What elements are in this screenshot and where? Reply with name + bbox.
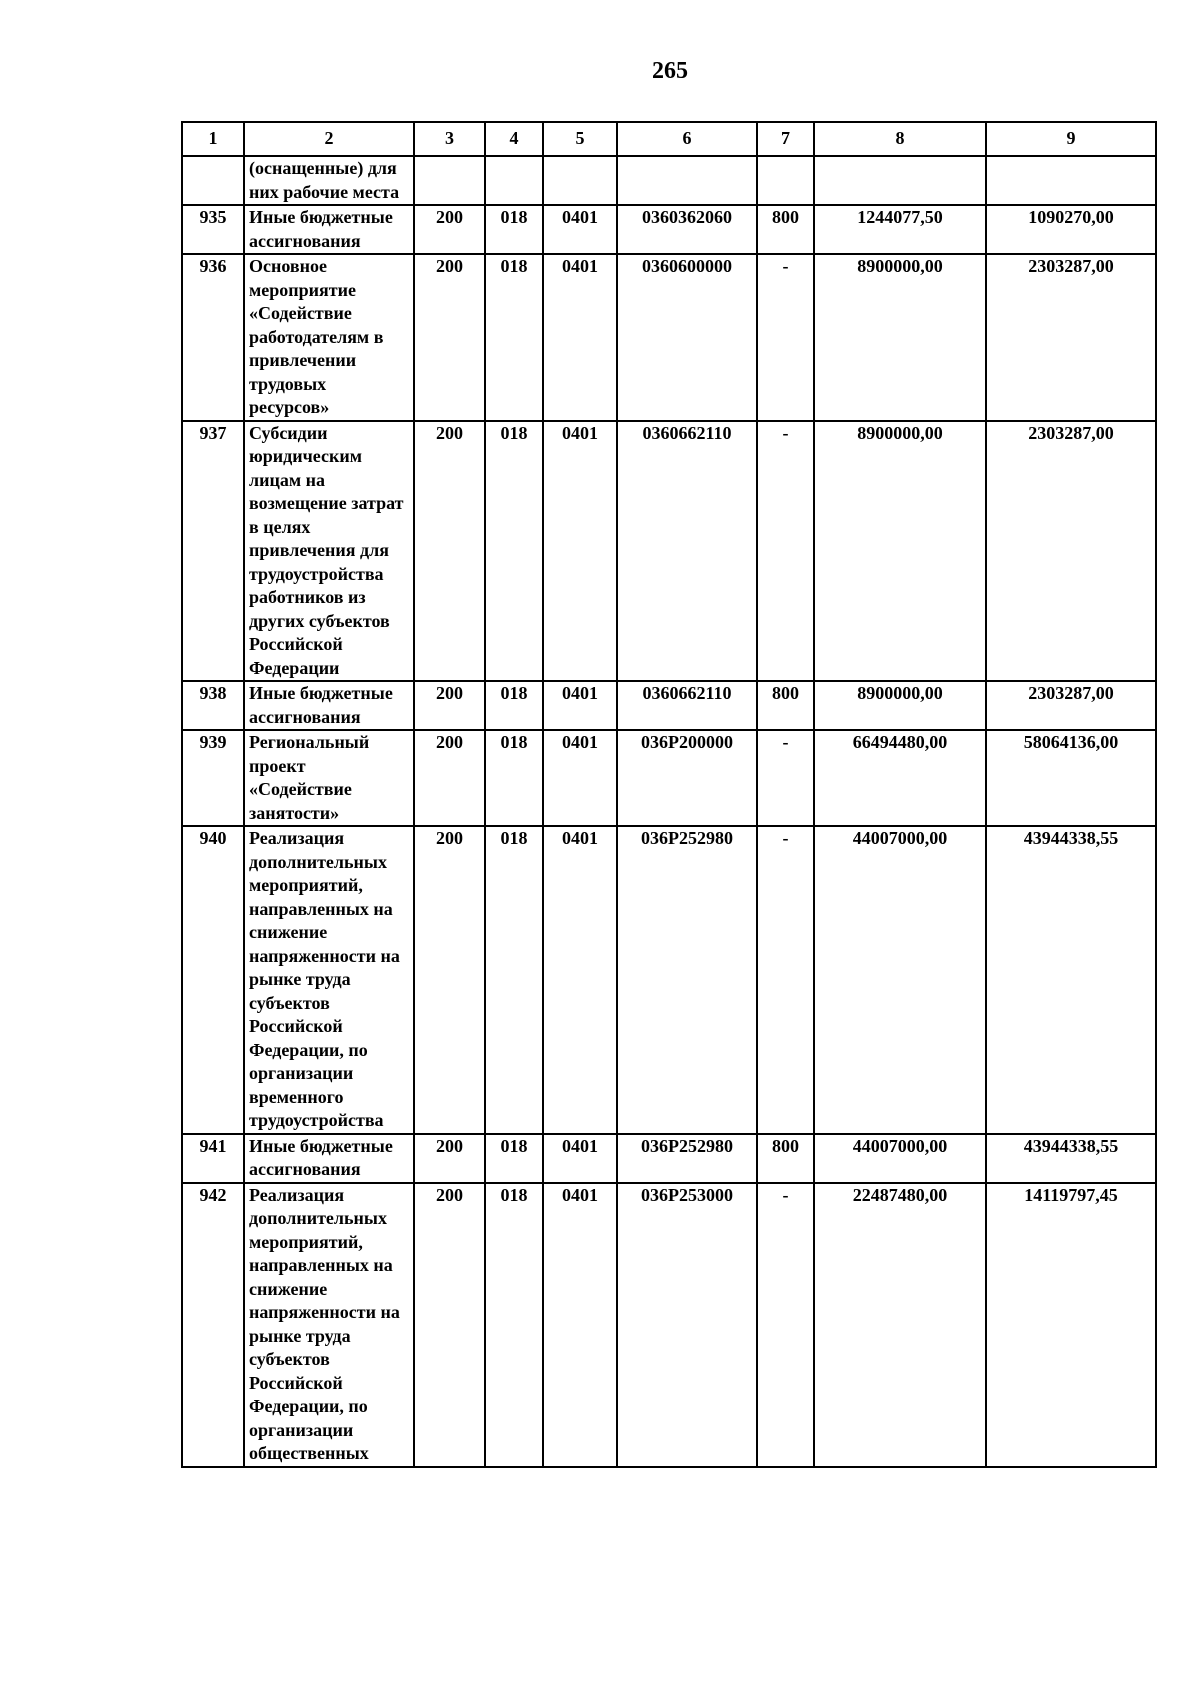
row-col9-cell: 2303287,00 xyxy=(986,254,1156,421)
row-name-cell: (оснащенные) для них рабочие места xyxy=(244,156,414,205)
row-col9-cell: 58064136,00 xyxy=(986,730,1156,826)
row-col7-cell: - xyxy=(757,826,814,1134)
row-col9-cell: 43944338,55 xyxy=(986,826,1156,1134)
row-number-cell: 942 xyxy=(182,1183,244,1467)
row-col4-cell: 018 xyxy=(485,681,543,730)
table-row xyxy=(182,156,1156,205)
row-number-cell: 938 xyxy=(182,681,244,730)
row-name-cell: Региональный проект «Содействие занятости» xyxy=(244,730,414,826)
row-name-cell: Субсидии юридическим лицам на возмещение затрат в целях привлечения для трудоустройства работников из других субъектов Российской Федерации xyxy=(244,421,414,682)
row-col9-cell xyxy=(986,156,1156,205)
page-number: 265 xyxy=(652,58,688,84)
row-col4-cell: 018 xyxy=(485,254,543,421)
row-col9-cell: 14119797,45 xyxy=(986,1183,1156,1467)
row-col3-cell xyxy=(414,156,485,205)
row-name-cell: Реализация дополнительных мероприятий, направленных на снижение напряженности на рынке труда субъектов Российской Федерации, по организации временного трудоустройства xyxy=(244,826,414,1134)
row-col5-cell: 0401 xyxy=(543,421,617,682)
row-col8-cell: 44007000,00 xyxy=(814,826,986,1134)
row-name-cell: Иные бюджетные ассигнования xyxy=(244,681,414,730)
column-header: 8 xyxy=(814,122,986,156)
row-col3-cell: 200 xyxy=(414,681,485,730)
column-header: 3 xyxy=(414,122,485,156)
row-col8-cell xyxy=(814,156,986,205)
row-col4-cell: 018 xyxy=(485,730,543,826)
row-col8-cell: 66494480,00 xyxy=(814,730,986,826)
row-number-cell: 936 xyxy=(182,254,244,421)
row-number-cell: 940 xyxy=(182,826,244,1134)
row-col6-cell: 0360662110 xyxy=(617,681,757,730)
row-col3-cell: 200 xyxy=(414,1183,485,1467)
row-col5-cell: 0401 xyxy=(543,254,617,421)
row-name-cell: Иные бюджетные ассигнования xyxy=(244,1134,414,1183)
table-header-row xyxy=(182,122,1156,156)
row-col8-cell: 44007000,00 xyxy=(814,1134,986,1183)
row-col5-cell: 0401 xyxy=(543,730,617,826)
column-header: 6 xyxy=(617,122,757,156)
row-name-cell: Иные бюджетные ассигнования xyxy=(244,205,414,254)
row-col9-cell: 2303287,00 xyxy=(986,421,1156,682)
row-col9-cell: 43944338,55 xyxy=(986,1134,1156,1183)
row-col4-cell xyxy=(485,156,543,205)
row-col3-cell: 200 xyxy=(414,826,485,1134)
row-col4-cell: 018 xyxy=(485,1134,543,1183)
table-row xyxy=(182,826,1156,1134)
row-col3-cell: 200 xyxy=(414,205,485,254)
row-col8-cell: 8900000,00 xyxy=(814,254,986,421)
column-header: 7 xyxy=(757,122,814,156)
row-col5-cell: 0401 xyxy=(543,681,617,730)
row-col7-cell: 800 xyxy=(757,1134,814,1183)
table-row xyxy=(182,421,1156,682)
row-col5-cell: 0401 xyxy=(543,826,617,1134)
row-name-cell: Реализация дополнительных мероприятий, направленных на снижение напряженности на рынке труда субъектов Российской Федерации, по организации общественных xyxy=(244,1183,414,1467)
row-col5-cell: 0401 xyxy=(543,1134,617,1183)
row-col6-cell: 036P252980 xyxy=(617,1134,757,1183)
row-col8-cell: 22487480,00 xyxy=(814,1183,986,1467)
row-col6-cell: 036P200000 xyxy=(617,730,757,826)
table-row xyxy=(182,681,1156,730)
row-col6-cell: 0360662110 xyxy=(617,421,757,682)
row-col6-cell: 036P253000 xyxy=(617,1183,757,1467)
row-col9-cell: 2303287,00 xyxy=(986,681,1156,730)
row-col3-cell: 200 xyxy=(414,254,485,421)
row-col8-cell: 8900000,00 xyxy=(814,421,986,682)
table-row xyxy=(182,730,1156,826)
row-col6-cell xyxy=(617,156,757,205)
column-header: 4 xyxy=(485,122,543,156)
column-header: 5 xyxy=(543,122,617,156)
row-col7-cell: - xyxy=(757,1183,814,1467)
row-col6-cell: 0360362060 xyxy=(617,205,757,254)
row-col6-cell: 036P252980 xyxy=(617,826,757,1134)
row-col7-cell: 800 xyxy=(757,681,814,730)
row-col8-cell: 1244077,50 xyxy=(814,205,986,254)
row-number-cell xyxy=(182,156,244,205)
row-col3-cell: 200 xyxy=(414,730,485,826)
row-col5-cell: 0401 xyxy=(543,205,617,254)
row-number-cell: 941 xyxy=(182,1134,244,1183)
row-col4-cell: 018 xyxy=(485,826,543,1134)
row-name-cell: Основное мероприятие «Содействие работодателям в привлечении трудовых ресурсов» xyxy=(244,254,414,421)
row-number-cell: 935 xyxy=(182,205,244,254)
row-col3-cell: 200 xyxy=(414,1134,485,1183)
row-col7-cell: 800 xyxy=(757,205,814,254)
column-header: 1 xyxy=(182,122,244,156)
row-col7-cell: - xyxy=(757,730,814,826)
row-col7-cell: - xyxy=(757,254,814,421)
row-col6-cell: 0360600000 xyxy=(617,254,757,421)
row-col7-cell xyxy=(757,156,814,205)
row-col3-cell: 200 xyxy=(414,421,485,682)
row-col5-cell: 0401 xyxy=(543,1183,617,1467)
row-col5-cell xyxy=(543,156,617,205)
table-row xyxy=(182,1134,1156,1183)
row-col4-cell: 018 xyxy=(485,421,543,682)
table-row xyxy=(182,1183,1156,1467)
row-col4-cell: 018 xyxy=(485,205,543,254)
row-col9-cell: 1090270,00 xyxy=(986,205,1156,254)
table-row xyxy=(182,205,1156,254)
column-header: 9 xyxy=(986,122,1156,156)
row-col4-cell: 018 xyxy=(485,1183,543,1467)
row-number-cell: 939 xyxy=(182,730,244,826)
row-col7-cell: - xyxy=(757,421,814,682)
table-row xyxy=(182,254,1156,421)
row-number-cell: 937 xyxy=(182,421,244,682)
budget-table xyxy=(181,121,1157,1468)
row-col8-cell: 8900000,00 xyxy=(814,681,986,730)
column-header: 2 xyxy=(244,122,414,156)
